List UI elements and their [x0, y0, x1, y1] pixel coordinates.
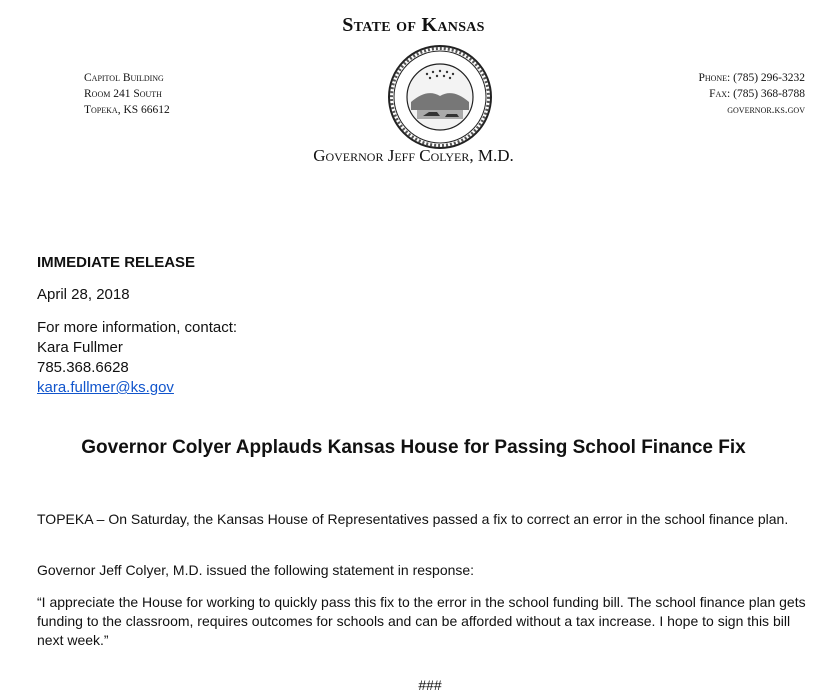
- governor-name-text: Governor Jeff Colyer, M.D.: [313, 146, 514, 165]
- release-date: April 28, 2018: [37, 286, 130, 303]
- contact-phone: 785.368.6628: [37, 359, 129, 376]
- letterhead-title: [0, 14, 827, 37]
- address-line-2: Room 241 South: [84, 88, 162, 100]
- governor-quote: “I appreciate the House for working to quickly pass this fix to the error in the school funding bill. The school finance plan gets funding to the classroom, requires outcomes for schools and can be afforded without a tax increase. I hope to sign this bill next week.”: [37, 594, 806, 648]
- contact-intro: For more information, contact:: [37, 319, 238, 336]
- state-title-text: State of Kansas: [342, 14, 485, 36]
- body-paragraph-1: TOPEKA – On Saturday, the Kansas House of Representatives passed a fix to correct an error in the school finance plan.: [37, 511, 789, 527]
- contact-name: Kara Fullmer: [37, 339, 123, 356]
- office-contact: [698, 70, 805, 118]
- office-phone: Phone: (785) 296-3232: [698, 72, 805, 84]
- office-website: governor.ks.gov: [727, 104, 805, 116]
- governor-name: [0, 146, 827, 166]
- kansas-state-seal-icon: [387, 44, 493, 150]
- end-mark: ###: [418, 677, 442, 693]
- release-label: IMMEDIATE RELEASE: [37, 254, 196, 271]
- office-address: [84, 70, 170, 118]
- address-line-3: Topeka, KS 66612: [84, 104, 170, 116]
- media-contact: [37, 318, 237, 398]
- contact-email-link[interactable]: kara.fullmer@ks.gov: [37, 379, 174, 396]
- address-line-1: Capitol Building: [84, 72, 164, 84]
- body-paragraph-2: Governor Jeff Colyer, M.D. issued the following statement in response:: [37, 562, 475, 578]
- office-fax: Fax: (785) 368-8788: [709, 88, 805, 100]
- press-release-headline: Governor Colyer Applauds Kansas House for Passing School Finance Fix: [81, 437, 746, 458]
